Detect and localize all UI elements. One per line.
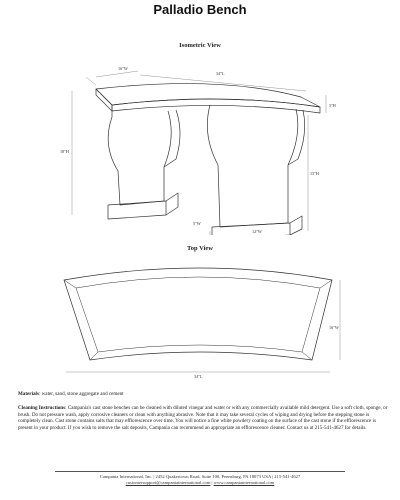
page-title: Palladio Bench	[153, 2, 247, 17]
footer-website-link[interactable]: www.campaniainternational.com	[213, 480, 275, 485]
left-pedestal-side	[164, 110, 180, 167]
cleaning-paragraph	[18, 405, 388, 431]
left-pedestal	[108, 111, 171, 205]
top-view-drawing	[0, 258, 400, 388]
footer-contact	[0, 480, 400, 485]
isometric-view-drawing	[0, 55, 400, 235]
right-pedestal	[207, 105, 297, 227]
dim-base-height: 5"W	[193, 221, 201, 226]
right-pedestal-base-front	[212, 223, 290, 235]
seat-top-inner	[76, 277, 320, 352]
left-pedestal-base-side	[166, 193, 178, 215]
materials-label: Materials	[18, 391, 39, 397]
cleaning-label: Cleaning Instructions	[18, 405, 66, 411]
dim-leg-height: 15"H	[310, 171, 319, 176]
top-dim-length: 34"L	[194, 374, 203, 379]
materials-paragraph	[18, 391, 388, 397]
seat-front-edge	[112, 99, 320, 113]
dim-base-length: 12"W	[252, 229, 262, 234]
right-pedestal-base-side	[290, 216, 302, 235]
seat-top-outline	[64, 268, 332, 360]
top-view-label: Top View	[187, 245, 213, 252]
top-dim-width: 16"W	[329, 325, 339, 330]
footer-address: Campania International, Inc. | 2452 Quakertown Road, Suite 100, Pennsburg, PA 18073 USA | 215-541-4627	[99, 474, 301, 479]
dim-top-width: 16"W	[118, 66, 128, 71]
right-pedestal-side	[288, 110, 305, 165]
cleaning-text: : Campania's cast stone benches can be cleaned with diluted vinegar and water or with any commercially available mild detergent. Use a soft cloth, sponge, or brush. Do not pressure wash, apply corrosive cleaners or clean with anything abrasive. Note that it may take several cycles of wiping and drying before the stepping stone is completely clean. Cast stone contains salts that may efflorescence over time. You will notice a fine white powdery coating on the surface of the cast stone if the efflorescence is present in your product. If you wish to remove the salt deposits, Campania can recommend an appropriate an efflorescence cleaner. Contact us at 215-541-4627 for details.	[18, 405, 388, 431]
footer-email-link[interactable]: customersupport@campaniainternational.com	[125, 480, 211, 485]
seat-top-surface	[96, 84, 320, 107]
footer-separator: |	[210, 480, 214, 485]
dim-overall-height: 18"H	[60, 149, 69, 154]
seat-left-end	[96, 89, 112, 111]
dim-length: 34"L	[216, 71, 225, 76]
materials-text: : water, sand, stone aggregate and cement	[38, 391, 124, 397]
dim-seat-thickness: 3"H	[329, 103, 336, 108]
footer-divider	[55, 471, 345, 472]
isometric-view-label: Isometric View	[179, 42, 221, 49]
